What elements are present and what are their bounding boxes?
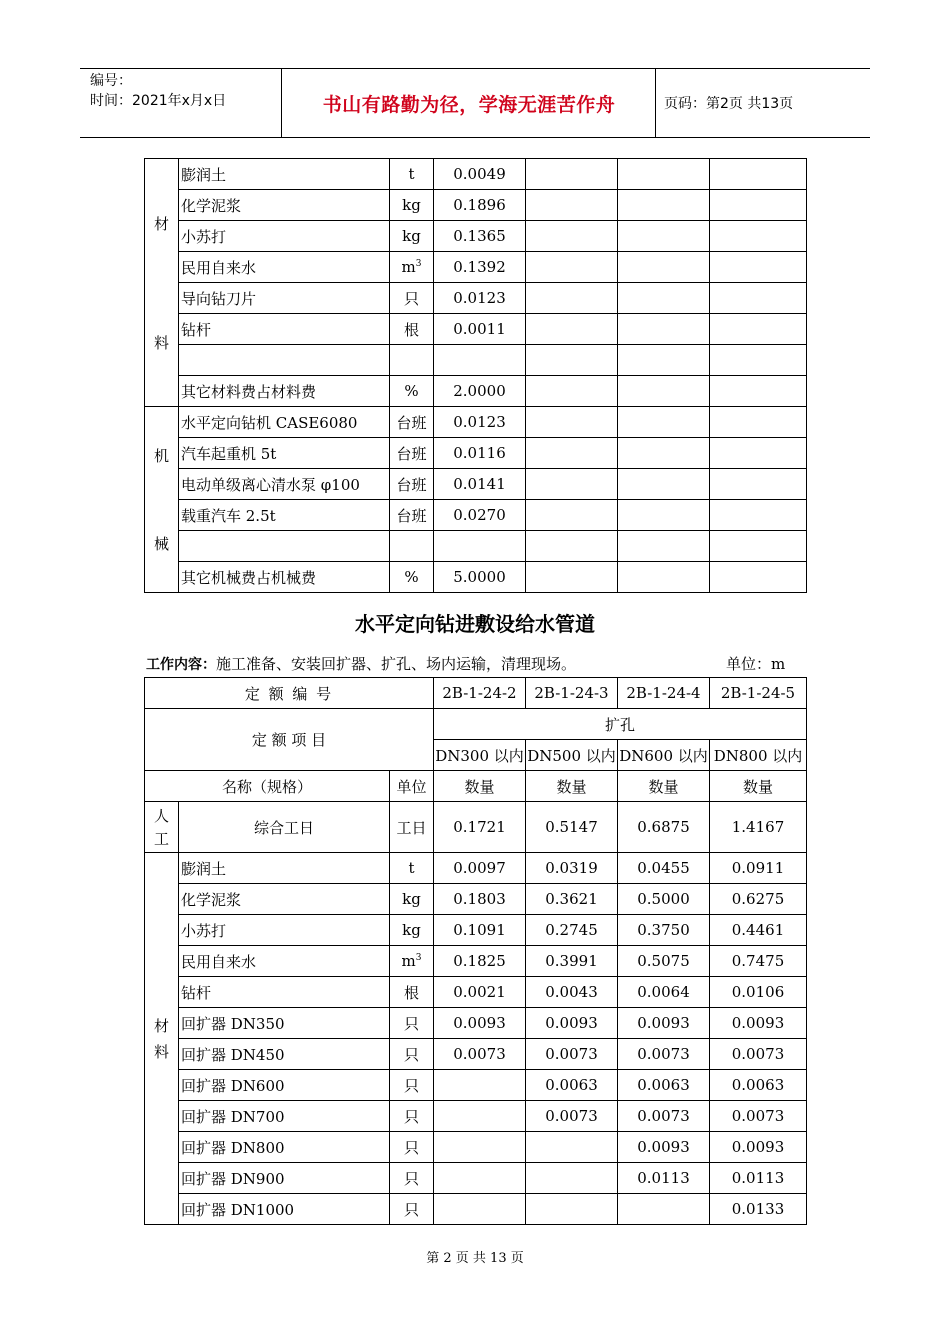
empty-cell bbox=[526, 283, 618, 314]
table-row bbox=[145, 345, 807, 376]
unit-text: % bbox=[404, 382, 419, 400]
quantity-cell: 0.2745 bbox=[526, 915, 618, 946]
category-material-text bbox=[145, 164, 178, 402]
unit-cell bbox=[390, 252, 434, 283]
quantity-cell: 0.0270 bbox=[434, 500, 526, 531]
empty-cell bbox=[618, 376, 710, 407]
unit-text: % bbox=[404, 568, 419, 586]
item-name: 电动单级离心清水泵 φ100 bbox=[179, 469, 390, 500]
unit-label: 单位：m bbox=[726, 655, 786, 673]
table-row bbox=[145, 252, 807, 283]
category-labor-char: 工 bbox=[153, 830, 169, 848]
unit-cell bbox=[390, 500, 434, 531]
empty-cell bbox=[710, 314, 807, 345]
unit-cell bbox=[390, 1163, 434, 1194]
quantity-cell: 0.0073 bbox=[618, 1101, 710, 1132]
quantity-cell: 0.0093 bbox=[710, 1132, 807, 1163]
empty-cell bbox=[710, 252, 807, 283]
empty-cell bbox=[618, 252, 710, 283]
quantity-cell: 0.0073 bbox=[710, 1101, 807, 1132]
table-row bbox=[145, 469, 807, 500]
empty-cell bbox=[618, 407, 710, 438]
page-footer: 第 2 页 共 13 页 bbox=[426, 1251, 524, 1266]
unit-text: 只 bbox=[403, 1045, 419, 1064]
quantity-cell: 0.7475 bbox=[710, 946, 807, 977]
category-material-char: 料 bbox=[153, 1042, 169, 1061]
quantity-cell bbox=[526, 1163, 618, 1194]
empty-cell bbox=[710, 500, 807, 531]
item-name: 汽车起重机 5t bbox=[179, 438, 390, 469]
unit-cell bbox=[390, 221, 434, 252]
category-machine-text bbox=[145, 412, 178, 588]
table-row bbox=[145, 407, 807, 438]
category-machine-char: 械 bbox=[153, 535, 169, 553]
quantity-cell: 0.0043 bbox=[526, 977, 618, 1008]
quantity-cell: 0.0319 bbox=[526, 853, 618, 884]
empty-cell bbox=[710, 221, 807, 252]
item-name: 化学泥浆 bbox=[179, 884, 390, 915]
category-material-char: 材 bbox=[153, 214, 169, 233]
quantity-cell: 0.0064 bbox=[618, 977, 710, 1008]
empty-cell bbox=[618, 190, 710, 221]
quantity-cell: 0.1365 bbox=[434, 221, 526, 252]
table-row bbox=[145, 977, 807, 1008]
quantity-cell: 0.0113 bbox=[618, 1163, 710, 1194]
unit-text: 只 bbox=[403, 1076, 419, 1095]
quota-code-label: 定 额 编 号 bbox=[145, 678, 434, 709]
empty-cell bbox=[710, 345, 807, 376]
empty-cell bbox=[526, 469, 618, 500]
table-row bbox=[145, 221, 807, 252]
table-row bbox=[145, 438, 807, 469]
quantity-cell: 0.0093 bbox=[526, 1008, 618, 1039]
item-name: 导向钻刀片 bbox=[179, 283, 390, 314]
item-name: 回扩器 DN600 bbox=[179, 1070, 390, 1101]
quantity-cell: 0.0049 bbox=[434, 159, 526, 190]
code-row bbox=[145, 678, 807, 709]
table-row bbox=[145, 531, 807, 562]
quantity-header: 数量 bbox=[710, 771, 807, 802]
quantity-cell: 0.0116 bbox=[434, 438, 526, 469]
unit-cell: 工日 bbox=[390, 802, 434, 853]
unit-cell bbox=[390, 1039, 434, 1070]
empty-cell bbox=[526, 252, 618, 283]
unit-cell bbox=[390, 345, 434, 376]
quantity-cell: 0.1721 bbox=[434, 802, 526, 853]
empty-cell bbox=[618, 159, 710, 190]
unit-text: 只 bbox=[403, 1014, 419, 1033]
item-name: 回扩器 DN900 bbox=[179, 1163, 390, 1194]
quota-table-continued bbox=[144, 158, 807, 593]
table-row bbox=[145, 1008, 807, 1039]
empty-cell bbox=[710, 562, 807, 593]
table-row bbox=[145, 562, 807, 593]
unit-text: 台班 bbox=[396, 506, 427, 525]
unit-text: t bbox=[408, 859, 415, 877]
unit-cell bbox=[390, 190, 434, 221]
unit-cell bbox=[390, 376, 434, 407]
item-name: 载重汽车 2.5t bbox=[179, 500, 390, 531]
quantity-cell: 0.0093 bbox=[618, 1008, 710, 1039]
group-row bbox=[145, 709, 807, 740]
quantity-cell: 0.0073 bbox=[710, 1039, 807, 1070]
quantity-cell: 1.4167 bbox=[710, 802, 807, 853]
empty-cell bbox=[526, 531, 618, 562]
unit-text: kg bbox=[402, 921, 421, 939]
quantity-cell: 0.0123 bbox=[434, 407, 526, 438]
quantity-cell: 0.0093 bbox=[710, 1008, 807, 1039]
table-row bbox=[145, 1132, 807, 1163]
empty-cell bbox=[526, 345, 618, 376]
table-row bbox=[145, 1194, 807, 1225]
empty-cell bbox=[526, 438, 618, 469]
empty-cell bbox=[526, 407, 618, 438]
empty-cell bbox=[526, 500, 618, 531]
category-material-text bbox=[145, 1013, 178, 1065]
quantity-cell: 0.0097 bbox=[434, 853, 526, 884]
empty-cell bbox=[710, 376, 807, 407]
name-header: 名称（规格） bbox=[145, 771, 390, 802]
empty-cell bbox=[526, 314, 618, 345]
quantity-cell: 0.0011 bbox=[434, 314, 526, 345]
quantity-cell: 0.1091 bbox=[434, 915, 526, 946]
category-machine bbox=[145, 407, 179, 593]
item-name: 回扩器 DN1000 bbox=[179, 1194, 390, 1225]
unit-text: kg bbox=[402, 196, 421, 214]
unit-superscript: 3 bbox=[415, 259, 422, 269]
empty-cell bbox=[618, 500, 710, 531]
quota-item: DN300 以内 bbox=[434, 740, 526, 771]
quota-table bbox=[144, 677, 807, 1225]
quantity-cell bbox=[434, 1132, 526, 1163]
quantity-cell: 0.0455 bbox=[618, 853, 710, 884]
table-row bbox=[145, 1101, 807, 1132]
section-title: 水平定向钻进敷设给水管道 bbox=[355, 612, 595, 636]
unit-cell bbox=[390, 531, 434, 562]
unit-text: kg bbox=[402, 227, 421, 245]
empty-cell bbox=[710, 159, 807, 190]
item-name: 钻杆 bbox=[179, 977, 390, 1008]
quantity-cell: 5.0000 bbox=[434, 562, 526, 593]
quantity-cell: 0.4461 bbox=[710, 915, 807, 946]
quantity-cell: 0.3750 bbox=[618, 915, 710, 946]
item-name: 民用自来水 bbox=[179, 252, 390, 283]
quantity-header: 数量 bbox=[618, 771, 710, 802]
quantity-cell: 0.3621 bbox=[526, 884, 618, 915]
table-row bbox=[145, 915, 807, 946]
quantity-header: 数量 bbox=[434, 771, 526, 802]
empty-cell bbox=[618, 562, 710, 593]
quantity-cell: 0.6275 bbox=[710, 884, 807, 915]
quantity-cell bbox=[434, 1163, 526, 1194]
quantity-cell: 0.0063 bbox=[618, 1070, 710, 1101]
unit-cell bbox=[390, 853, 434, 884]
empty-cell bbox=[710, 438, 807, 469]
empty-cell bbox=[710, 531, 807, 562]
quantity-cell bbox=[434, 1070, 526, 1101]
quota-item: DN800 以内 bbox=[710, 740, 807, 771]
item-name: 小苏打 bbox=[179, 221, 390, 252]
quantity-cell: 0.0021 bbox=[434, 977, 526, 1008]
unit-cell bbox=[390, 977, 434, 1008]
quantity-cell: 0.1896 bbox=[434, 190, 526, 221]
empty-cell bbox=[618, 438, 710, 469]
unit-text: m bbox=[401, 952, 416, 970]
empty-cell bbox=[526, 159, 618, 190]
unit-cell bbox=[390, 1070, 434, 1101]
quantity-cell: 0.0093 bbox=[618, 1132, 710, 1163]
quantity-cell: 0.0063 bbox=[526, 1070, 618, 1101]
unit-header: 单位 bbox=[390, 771, 434, 802]
quantity-cell bbox=[434, 1101, 526, 1132]
item-name: 回扩器 DN350 bbox=[179, 1008, 390, 1039]
column-header-row bbox=[145, 771, 807, 802]
unit-cell bbox=[390, 1132, 434, 1163]
unit-text: 只 bbox=[403, 1200, 419, 1219]
quantity-cell: 0.0073 bbox=[618, 1039, 710, 1070]
quantity-cell: 0.0073 bbox=[526, 1039, 618, 1070]
unit-cell bbox=[390, 283, 434, 314]
quantity-cell: 0.1392 bbox=[434, 252, 526, 283]
item-name: 钻杆 bbox=[179, 314, 390, 345]
quantity-cell: 0.0113 bbox=[710, 1163, 807, 1194]
quota-item: DN600 以内 bbox=[618, 740, 710, 771]
empty-cell bbox=[526, 562, 618, 593]
labor-row bbox=[145, 802, 807, 853]
table-row bbox=[145, 1163, 807, 1194]
quantity-cell: 0.0911 bbox=[710, 853, 807, 884]
unit-text: 台班 bbox=[396, 444, 427, 463]
quantity-cell: 0.5147 bbox=[526, 802, 618, 853]
empty-cell bbox=[710, 469, 807, 500]
quantity-cell: 0.1825 bbox=[434, 946, 526, 977]
category-material-char: 料 bbox=[153, 333, 169, 352]
category-material-char: 材 bbox=[153, 1016, 169, 1035]
table-row bbox=[145, 946, 807, 977]
table-row bbox=[145, 314, 807, 345]
empty-cell bbox=[710, 190, 807, 221]
empty-cell bbox=[526, 221, 618, 252]
table-row bbox=[145, 853, 807, 884]
category-machine-char: 机 bbox=[153, 447, 169, 465]
table-row bbox=[145, 500, 807, 531]
category-labor bbox=[145, 802, 179, 853]
item-name: 综合工日 bbox=[179, 802, 390, 853]
quantity-cell: 0.0063 bbox=[710, 1070, 807, 1101]
quantity-cell: 0.0133 bbox=[710, 1194, 807, 1225]
table-row bbox=[145, 884, 807, 915]
unit-superscript: 3 bbox=[415, 953, 422, 963]
unit-cell bbox=[390, 946, 434, 977]
category-labor-char: 人 bbox=[153, 807, 169, 825]
empty-cell bbox=[618, 283, 710, 314]
empty-cell bbox=[710, 407, 807, 438]
quantity-cell: 0.0073 bbox=[526, 1101, 618, 1132]
quantity-cell: 0.0106 bbox=[710, 977, 807, 1008]
unit-cell bbox=[390, 1194, 434, 1225]
item-name: 化学泥浆 bbox=[179, 190, 390, 221]
category-labor-text bbox=[145, 804, 178, 850]
unit-cell bbox=[390, 314, 434, 345]
item-name: 其它机械费占机械费 bbox=[179, 562, 390, 593]
unit-cell bbox=[390, 469, 434, 500]
quantity-cell: 0.5075 bbox=[618, 946, 710, 977]
unit-cell bbox=[390, 1101, 434, 1132]
page-header bbox=[80, 68, 870, 138]
work-content bbox=[146, 653, 576, 674]
unit-cell bbox=[390, 884, 434, 915]
header-motto: 书山有路勤为径，学海无涯苦作舟 bbox=[283, 69, 656, 137]
unit-text: 只 bbox=[403, 289, 419, 308]
unit-text: 根 bbox=[403, 983, 419, 1002]
item-name: 水平定向钻机 CASE6080 bbox=[179, 407, 390, 438]
quantity-cell bbox=[526, 1132, 618, 1163]
category-material bbox=[145, 853, 179, 1225]
unit-cell bbox=[390, 407, 434, 438]
item-name: 其它材料费占材料费 bbox=[179, 376, 390, 407]
table-row bbox=[145, 190, 807, 221]
code-label: 编号： bbox=[90, 73, 132, 89]
quota-code: 2B-1-24-5 bbox=[710, 678, 807, 709]
empty-cell bbox=[526, 376, 618, 407]
quota-code: 2B-1-24-4 bbox=[618, 678, 710, 709]
category-material bbox=[145, 159, 179, 407]
unit-cell bbox=[390, 915, 434, 946]
empty-cell bbox=[710, 283, 807, 314]
work-content-label: 工作内容： bbox=[146, 657, 216, 673]
quantity-cell bbox=[434, 345, 526, 376]
unit-text: 台班 bbox=[396, 475, 427, 494]
item-name: 民用自来水 bbox=[179, 946, 390, 977]
quantity-cell: 0.0093 bbox=[434, 1008, 526, 1039]
quota-code: 2B-1-24-2 bbox=[434, 678, 526, 709]
quantity-header: 数量 bbox=[526, 771, 618, 802]
unit-cell bbox=[390, 438, 434, 469]
table-row bbox=[145, 159, 807, 190]
unit-cell bbox=[390, 1008, 434, 1039]
quota-item: DN500 以内 bbox=[526, 740, 618, 771]
quantity-cell: 0.3991 bbox=[526, 946, 618, 977]
unit-text: 只 bbox=[403, 1138, 419, 1157]
quota-code: 2B-1-24-3 bbox=[526, 678, 618, 709]
item-name: 小苏打 bbox=[179, 915, 390, 946]
group-label: 扩孔 bbox=[434, 709, 807, 740]
unit-text: 根 bbox=[403, 320, 419, 339]
item-name: 膨润土 bbox=[179, 159, 390, 190]
table-row bbox=[145, 283, 807, 314]
unit-text: m bbox=[401, 258, 416, 276]
time-label: 时间：2021年x月x日 bbox=[90, 93, 227, 109]
quantity-cell bbox=[434, 531, 526, 562]
quantity-cell: 0.0073 bbox=[434, 1039, 526, 1070]
unit-cell bbox=[390, 562, 434, 593]
quantity-cell: 0.1803 bbox=[434, 884, 526, 915]
item-name: 膨润土 bbox=[179, 853, 390, 884]
work-content-text: 施工准备、安装回扩器、扩孔、场内运输，清理现场。 bbox=[216, 655, 577, 673]
table-row bbox=[145, 1039, 807, 1070]
unit-text: t bbox=[408, 165, 415, 183]
header-page-info: 页码：第2页 共13页 bbox=[664, 96, 794, 112]
empty-cell bbox=[618, 345, 710, 376]
table-row bbox=[145, 1070, 807, 1101]
quantity-cell: 0.5000 bbox=[618, 884, 710, 915]
unit-text: 只 bbox=[403, 1169, 419, 1188]
quota-item-label: 定 额 项 目 bbox=[145, 709, 434, 771]
item-name: 回扩器 DN450 bbox=[179, 1039, 390, 1070]
header-meta bbox=[80, 69, 282, 137]
quantity-cell: 2.0000 bbox=[434, 376, 526, 407]
empty-cell bbox=[618, 314, 710, 345]
empty-cell bbox=[618, 531, 710, 562]
quantity-cell bbox=[618, 1194, 710, 1225]
quantity-cell: 0.0141 bbox=[434, 469, 526, 500]
item-name: 回扩器 DN700 bbox=[179, 1101, 390, 1132]
item-name: 回扩器 DN800 bbox=[179, 1132, 390, 1163]
empty-cell bbox=[618, 221, 710, 252]
table-row bbox=[145, 376, 807, 407]
quantity-cell bbox=[526, 1194, 618, 1225]
empty-cell bbox=[526, 190, 618, 221]
item-name bbox=[179, 531, 390, 562]
quantity-cell bbox=[434, 1194, 526, 1225]
unit-text: kg bbox=[402, 890, 421, 908]
unit-text: 只 bbox=[403, 1107, 419, 1126]
unit-text: 台班 bbox=[396, 413, 427, 432]
unit-cell bbox=[390, 159, 434, 190]
quantity-cell: 0.0123 bbox=[434, 283, 526, 314]
quantity-cell: 0.6875 bbox=[618, 802, 710, 853]
item-name bbox=[179, 345, 390, 376]
empty-cell bbox=[618, 469, 710, 500]
